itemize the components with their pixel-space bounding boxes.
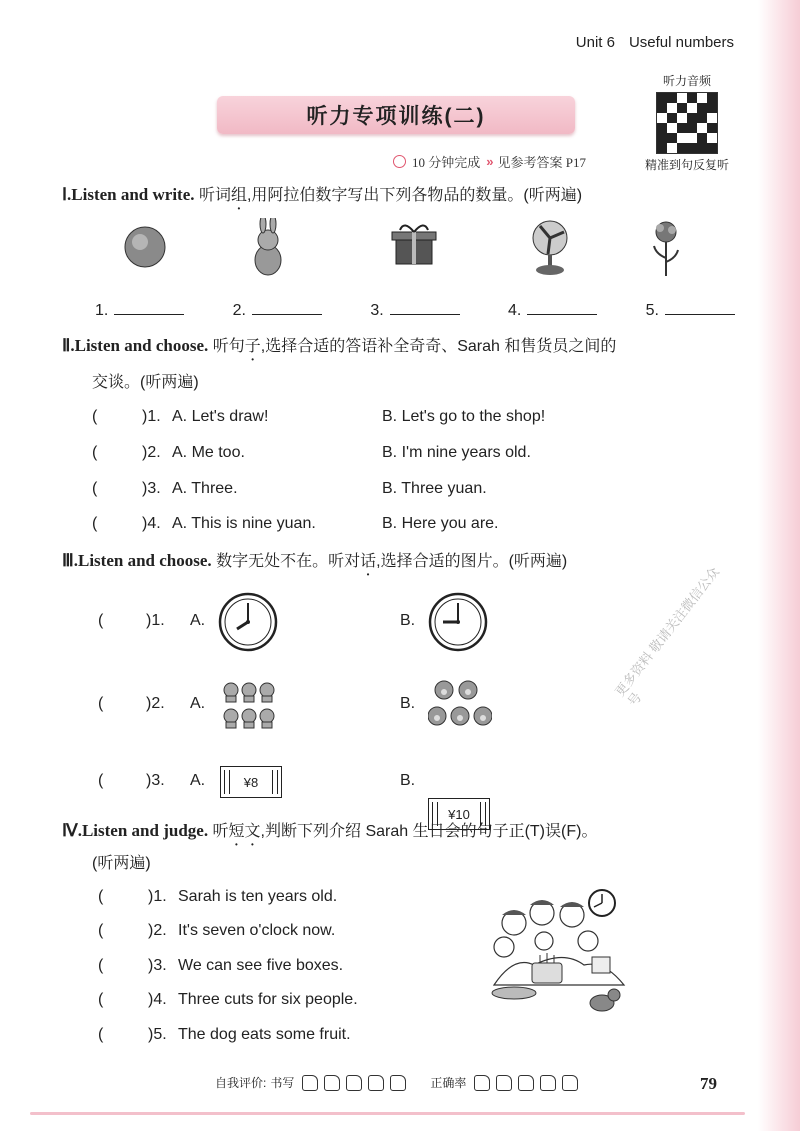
answer-bracket[interactable]: ( — [98, 957, 104, 974]
statement: The dog eats some fruit. — [178, 1026, 351, 1043]
meta-info — [393, 152, 586, 171]
answer-bracket[interactable]: ( — [92, 444, 98, 461]
section-3-heading: Ⅲ.Listen and choose. 数字无处不在。听对话,选择合适的图片。(听两遍) — [62, 551, 568, 570]
bottom-divider — [30, 1112, 745, 1115]
option-a[interactable]: A. This is nine yuan. — [172, 515, 316, 532]
option-b-label: B. — [400, 772, 416, 789]
blank-item[interactable]: 3. — [370, 298, 459, 320]
section-1-heading: Ⅰ.Listen and write. 听词组,用阿拉伯数字写出下列各物品的数量。(听两遍) — [62, 185, 583, 204]
answer-bracket[interactable]: ( — [92, 408, 98, 425]
answer-bracket[interactable]: ( — [92, 515, 98, 532]
thumbs-up-icon[interactable] — [346, 1075, 362, 1091]
page-title: 听力专项训练(二) — [217, 96, 575, 134]
thumbs-up-icon[interactable] — [302, 1075, 318, 1091]
qr-top-label: 听力音频 — [662, 74, 711, 88]
answer-bracket[interactable]: ( — [98, 695, 104, 712]
answer-bracket[interactable]: ( — [98, 888, 104, 905]
option-b[interactable]: B. Three yuan. — [382, 480, 487, 497]
question-row: ( )2. A. Me too. B. I'm nine years old. — [92, 444, 531, 461]
fan-picture — [533, 221, 567, 275]
page-edge-decoration — [758, 0, 800, 1131]
blank-item[interactable]: 5. — [646, 298, 735, 320]
blank-item[interactable]: 1. — [95, 298, 184, 320]
answer-bracket[interactable]: ( — [98, 1026, 104, 1043]
clock-nine-icon[interactable] — [428, 592, 488, 652]
chevron-right-icon: » — [486, 154, 492, 169]
judge-row: ( )1. Sarah is ten years old. — [98, 888, 338, 905]
time-limit: 10 分钟完成 — [412, 155, 481, 170]
statement: Three cuts for six people. — [178, 991, 358, 1008]
clock-icon — [393, 155, 406, 168]
judge-row: ( )4. Three cuts for six people. — [98, 991, 358, 1008]
section-1-answer-row — [95, 298, 735, 320]
qr-code-panel[interactable] — [645, 72, 729, 182]
option-b[interactable]: B. I'm nine years old. — [382, 444, 531, 461]
option-a-label: A. — [190, 772, 206, 789]
judge-row: ( )2. It's seven o'clock now. — [98, 922, 336, 939]
qr-code-icon[interactable] — [656, 92, 718, 154]
unit-title: Useful numbers — [628, 34, 734, 51]
self-evaluation: 自我评价: 书写 正确率 — [215, 1074, 580, 1091]
answer-bracket[interactable]: ( — [98, 922, 104, 939]
answer-bracket[interactable]: ( — [92, 480, 98, 497]
question-number: )1. — [146, 612, 165, 629]
thumbs-up-icon[interactable] — [390, 1075, 406, 1091]
thumbs-up-icon[interactable] — [474, 1075, 490, 1091]
flower-picture — [654, 222, 678, 276]
option-a[interactable]: A. Three. — [172, 480, 238, 497]
section-2-heading: Ⅱ.Listen and choose. 听句子,选择合适的答语补全奇奇、Sarah 和售货员之间的 — [62, 336, 617, 355]
thumbs-up-icon[interactable] — [562, 1075, 578, 1091]
clock-eight-icon[interactable] — [218, 592, 278, 652]
option-b[interactable]: B. Here you are. — [382, 515, 499, 532]
statement: It's seven o'clock now. — [178, 922, 336, 939]
watermark: 更多资料 敬请关注微信公众号 — [612, 564, 723, 710]
option-b-label: B. — [400, 695, 416, 712]
question-number: )3. — [146, 772, 165, 789]
thumbs-up-icon[interactable] — [496, 1075, 512, 1091]
thumbs-up-icon[interactable] — [540, 1075, 556, 1091]
birthday-party-illustration — [484, 885, 634, 1020]
answer-bracket[interactable]: ( — [98, 612, 104, 629]
question-row: ( )3. A. Three. B. Three yuan. — [92, 480, 487, 497]
section-4-heading-line2: (听两遍) — [92, 855, 151, 872]
option-a-label: A. — [190, 695, 206, 712]
statement: Sarah is ten years old. — [178, 888, 338, 905]
judge-row: ( )3. We can see five boxes. — [98, 957, 344, 974]
option-a[interactable]: A. Let's draw! — [172, 408, 269, 425]
five-teddy-bears-picture[interactable] — [428, 678, 492, 730]
unit-number: Unit 6 — [575, 34, 615, 51]
page-number: 79 — [700, 1074, 717, 1093]
section-1-pictures — [120, 218, 740, 280]
banknote-ten-yuan[interactable]: ¥10 — [428, 798, 490, 830]
blank-item[interactable]: 2. — [233, 298, 322, 320]
option-a[interactable]: A. Me too. — [172, 444, 245, 461]
judge-row: ( )5. The dog eats some fruit. — [98, 1026, 351, 1043]
qr-bottom-label: 精准到句反复听 — [645, 158, 730, 172]
banknote-eight-yuan[interactable]: ¥8 — [220, 766, 282, 798]
orange-picture — [125, 227, 165, 267]
section-2-heading-line2: 交谈。(听两遍) — [92, 374, 199, 391]
rabbit-picture — [255, 218, 281, 275]
gift-box-picture — [392, 225, 436, 264]
answer-reference: 见参考答案 P17 — [497, 155, 586, 170]
question-row: ( )4. A. This is nine yuan. B. Here you are. — [92, 515, 499, 532]
thumbs-up-icon[interactable] — [518, 1075, 534, 1091]
thumbs-up-icon[interactable] — [368, 1075, 384, 1091]
statement: We can see five boxes. — [178, 957, 344, 974]
answer-bracket[interactable]: ( — [98, 991, 104, 1008]
answer-bracket[interactable]: ( — [98, 772, 104, 789]
question-number: )2. — [146, 695, 165, 712]
section-4-heading: Ⅳ.Listen and judge. 听短文,判断下列介绍 Sarah 生日会的句子正(T)误(F)。 — [62, 821, 598, 840]
question-row: ( )1. A. Let's draw! B. Let's go to the shop! — [92, 408, 546, 425]
option-a-label: A. — [190, 612, 206, 629]
option-b-label: B. — [400, 612, 416, 629]
unit-header — [576, 34, 734, 51]
six-toy-dogs-picture[interactable] — [222, 680, 278, 730]
blank-item[interactable]: 4. — [508, 298, 597, 320]
option-b[interactable]: B. Let's go to the shop! — [382, 408, 546, 425]
thumbs-up-icon[interactable] — [324, 1075, 340, 1091]
